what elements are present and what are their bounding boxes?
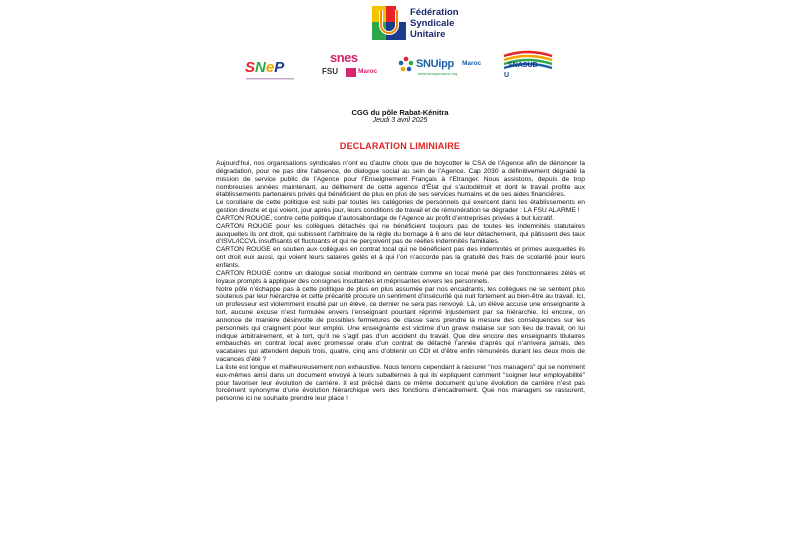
meeting-title: CGG du pôle Rabat-Kénitra: [351, 108, 449, 117]
declaration-body: [216, 160, 585, 403]
snes-logo-fsu: FSU: [322, 67, 338, 76]
snes-logo-name: snes: [330, 50, 358, 65]
snuipp-logo-maroc: Maroc: [462, 60, 482, 67]
paragraph: CARTON ROUGE contre un dialogue social moribond en centrale comme en local mené par des fonctionnaires zélés et loyaux prompts à appliquer des consignes insultantes et méprisantes envers les personnels.: [216, 269, 585, 285]
snes-logo-bar: [346, 68, 356, 77]
fsu-line-2: Syndicale: [410, 18, 455, 29]
fsu-line-3: Unitaire: [410, 29, 446, 40]
snep-logo: [244, 50, 300, 84]
fsu-logo: [372, 6, 492, 46]
snep-logo-graphic: [244, 54, 300, 84]
meeting-date: Jeudi 3 avril 2025: [372, 117, 428, 124]
snuipp-logo-name: SNUipp: [416, 58, 454, 70]
paragraph: Notre pôle n’échappe pas à cette politique de plus en plus assumée par nos encadrants, les collègues ne se sentent plus soutenus par leur hiérarchie et cette précarité procure un sentiment d’insécurité qui nuit fortement au bien-être au travail. Ici, un professeur est violemment insulté par un élève, ce dernier ne sera pas renvoyé. Là, un élève accuse une enseignante à tort, aucune excuse n’est formulée envers l’enseignant pourtant réprimé injustement par sa hiérarchie. Ici encore, on annonce de manière désinvolte de possibles fermetures de classe sans prendre la mesure des conséquences sur les personnels qui craignent pour leur emploi. Une enseignante est victime d’un grave malaise sur son lieu de travail, on lui indique arbitrairement, et à tort, qu’il ne s’agit pas d’un accident du travail. Que dire encore des enseignants titulaires embauchés en contrat local avec promesse orale d’un contrat de détaché l’année d’après qui n’arrivera jamais, des vacataires qui attendent depuis trois, quatre, cinq ans d’obtenir un CDI et d’être enfin rémunérés durant les deux mois de vacances d’été ?: [216, 285, 585, 364]
snes-logo: [322, 50, 380, 84]
snuipp-logo-url: www.snuippmaroc.org: [418, 71, 458, 76]
snasub-logo-u: U: [504, 72, 510, 79]
partner-logos: [0, 50, 800, 84]
declaration-title: DECLARATION LIMINIAIRE: [339, 141, 461, 151]
paragraph: La liste est longue et malheureusement non exhaustive. Nous tenons cependant à rassurer "nos managers" qui se nomment eux-mêmes ainsi dans un document envoyé à leurs subalternes à qui ils expliquent comment "soigner leur employabilité" pour favoriser leur évolution de carrière. Il est précisé dans ce même document qu’une évolution de carrière n’est pas forcément synonyme d’une évolution hiérarchique vers des fonctions d’encadrement. Que nos managers se rassurent, personne ici ne souhaite prendre leur place !: [216, 363, 585, 403]
paragraph: CARTON ROUGE en soutien aux collègues en contrat local qui ne bénéficient pas des indemnités et primes auxquelles ils ont droit eux aussi, qui voient leurs salaires gelés et à qui l’on n’accorde pas la gratuité des frais de scolarité pour leurs enfants.: [216, 246, 585, 269]
fsu-line-1: Fédération: [410, 7, 459, 18]
paragraph: CARTON ROUGE, contre cette politique d’autosabordage de l’Agence au profit d’entreprises privées à but lucratif.: [216, 214, 555, 222]
paragraph: Aujourd’hui, nos organisations syndicales n’ont eu d’autre choix que de boycotter le CSA de l’Agence afin de dénoncer la dégradation, pour ne pas dire l’absence, de dialogue social au sein de l’Agence. Cap 2030 a définitivement dégradé la mission de service public de l’Agence pour l’Enseignement Français à l’Etranger. Nous assistons, depuis de trop nombreuses années maintenant, au délitement de cette agence d’État qui s’autodétruit et dont le travail profite aux établissements partenaires privés qui bénéficient de plus en plus de ses services humains et de ses aides financières.: [216, 160, 585, 199]
snasub-logo: [502, 50, 554, 84]
fsu-logo-text: [410, 7, 459, 40]
snes-logo-maroc: Maroc: [358, 68, 378, 75]
svg-text:SNeP: SNeP: [245, 59, 285, 76]
snuipp-logo: [398, 50, 484, 84]
paragraph: Le corollaire de cette politique est subi par toutes les catégories de personnels qui exercent dans les établissements en gestion directe et qui voient, jour après jour, leurs conditions de travail et de rémunération se dégrader : LA FSU ALARME !: [216, 199, 585, 215]
paragraph: CARTON ROUGE pour les collègues détachés qui ne bénéficient toujours pas de toutes les indemnités statutaires auxquelles ils ont droit, qui subissent l’arbitraire de la règle du bornage à 6 ans de leur détachement, qui pâtissent des taux d’ISVL/ICCVL insuffisants et fluctuants et qui ne perçoivent pas de réelles indemnités familiales.: [216, 222, 585, 246]
fsu-logo-mark: [372, 6, 406, 40]
snasub-logo-name: SNASUB: [508, 62, 538, 69]
snuipp-star-icon: [398, 56, 414, 72]
